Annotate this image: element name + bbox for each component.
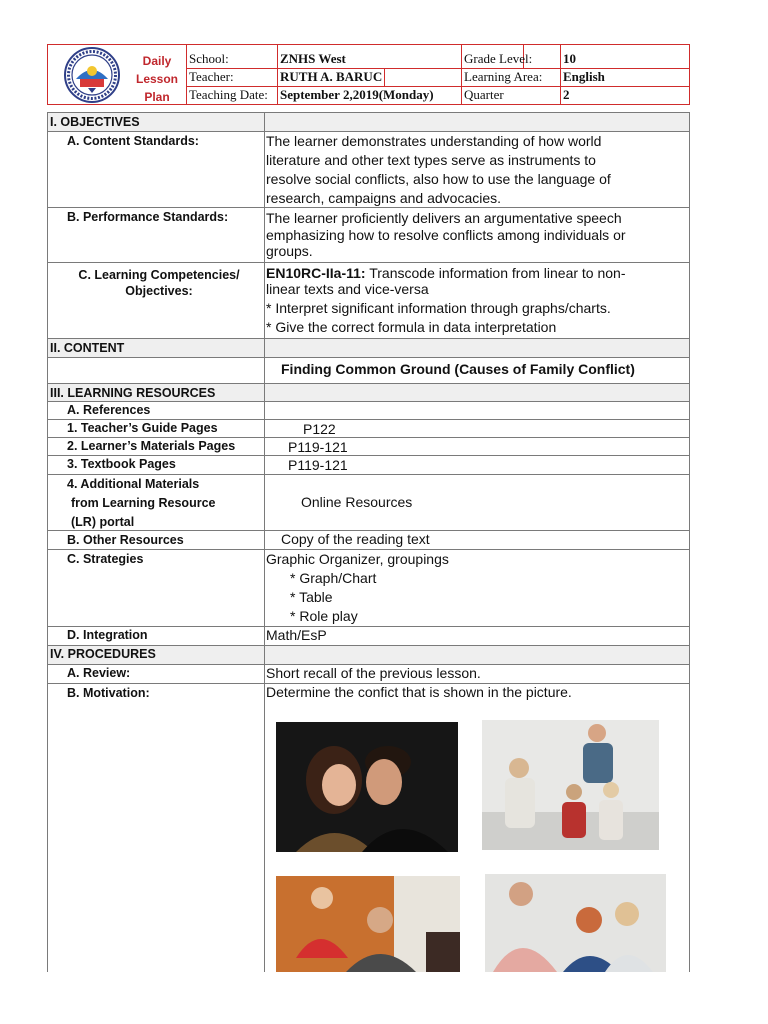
content-heading: II. CONTENT xyxy=(50,341,125,355)
integration-value: Math/EsP xyxy=(266,627,327,643)
school-value: ZNHS West xyxy=(280,51,346,66)
learners-materials-label: 2. Learner’s Materials Pages xyxy=(67,439,236,453)
learning-area-value: English xyxy=(563,69,605,84)
plan-line-plan: Plan xyxy=(144,90,170,104)
strategy-item: * Table xyxy=(290,589,333,605)
teaching-date-label: Teaching Date: xyxy=(189,87,268,102)
plan-line-daily: Daily xyxy=(142,54,172,68)
other-resources-label: B. Other Resources xyxy=(67,533,184,547)
performance-standards-text: The learner proficiently delivers an argumentative speech emphasizing how to resolve conflicts among individuals or groups. xyxy=(266,210,626,259)
strategy-item: * Role play xyxy=(290,608,358,624)
photo-couple-arguing xyxy=(276,722,458,852)
photo-family-argument xyxy=(482,720,659,850)
content-standards-label: A. Content Standards: xyxy=(67,134,199,148)
section-band-objectives xyxy=(48,113,689,131)
lesson-plan-title xyxy=(130,52,184,106)
learning-area-label: Learning Area: xyxy=(464,69,543,84)
learners-materials-pages: P119-121 xyxy=(288,439,348,455)
teachers-guide-label: 1. Teacher’s Guide Pages xyxy=(67,421,218,435)
review-value: Short recall of the previous lesson. xyxy=(266,665,481,681)
objectives-heading: I. OBJECTIVES xyxy=(50,115,140,129)
motivation-value: Determine the confict that is shown in the picture. xyxy=(266,684,572,700)
photo-couple-with-child xyxy=(485,874,666,972)
review-label: A. Review: xyxy=(67,666,131,680)
performance-standards-label: B. Performance Standards: xyxy=(67,210,229,224)
quarter-label: Quarter xyxy=(464,87,504,102)
section-band-content xyxy=(48,339,689,357)
plan-line-lesson: Lesson xyxy=(135,72,178,86)
competency-code: EN10RC-IIa-11: xyxy=(266,265,366,281)
competency-bullet: * Give the correct formula in data interpretation xyxy=(266,319,557,335)
learning-competencies-label: C. Learning Competencies/ Objectives: xyxy=(78,268,240,298)
competency-bullets xyxy=(266,299,611,337)
other-resources-value: Copy of the reading text xyxy=(281,531,430,547)
teacher-value: RUTH A. BARUC xyxy=(280,69,383,84)
strategies-label: C. Strategies xyxy=(67,552,144,566)
competency-statement: EN10RC-IIa-11: Transcode information from linear to non- linear texts and vice-versa xyxy=(266,265,626,297)
content-standards-text: The learner demonstrates understanding of how world literature and other text types serve as instruments to resolve social conflicts, also how to use the language of research, campaigns and advocacies. xyxy=(266,133,611,206)
teachers-guide-pages: P122 xyxy=(303,421,336,437)
school-label: School: xyxy=(189,51,229,66)
photo-parent-with-baby xyxy=(276,876,460,972)
textbook-pages-value: P119-121 xyxy=(288,457,348,473)
motivation-label: B. Motivation: xyxy=(67,686,150,700)
strategies-list: Graphic Organizer, groupings * Graph/Chart * Table * Role play xyxy=(266,551,449,624)
textbook-pages-label: 3. Textbook Pages xyxy=(67,457,176,471)
resources-heading: III. LEARNING RESOURCES xyxy=(50,386,216,400)
content-topic: Finding Common Ground (Causes of Family Conflict) xyxy=(281,361,635,377)
additional-materials-value: Online Resources xyxy=(301,494,413,510)
integration-label: D. Integration xyxy=(67,628,148,642)
teaching-date-value: September 2,2019(Monday) xyxy=(280,87,434,102)
teacher-label: Teacher: xyxy=(189,69,234,84)
additional-materials-label: 4. Additional Materials from Learning Resource (LR) portal xyxy=(67,477,216,529)
quarter-value: 2 xyxy=(563,87,570,102)
grade-level-label: Grade Level: xyxy=(464,51,533,66)
procedures-heading: IV. PROCEDURES xyxy=(50,647,156,661)
deped-seal-logo xyxy=(58,46,126,104)
strategy-item: * Graph/Chart xyxy=(290,570,377,586)
grade-level-value: 10 xyxy=(563,51,576,66)
references-label: A. References xyxy=(67,403,151,417)
competency-bullet: * Interpret significant information through graphs/charts. xyxy=(266,300,611,316)
